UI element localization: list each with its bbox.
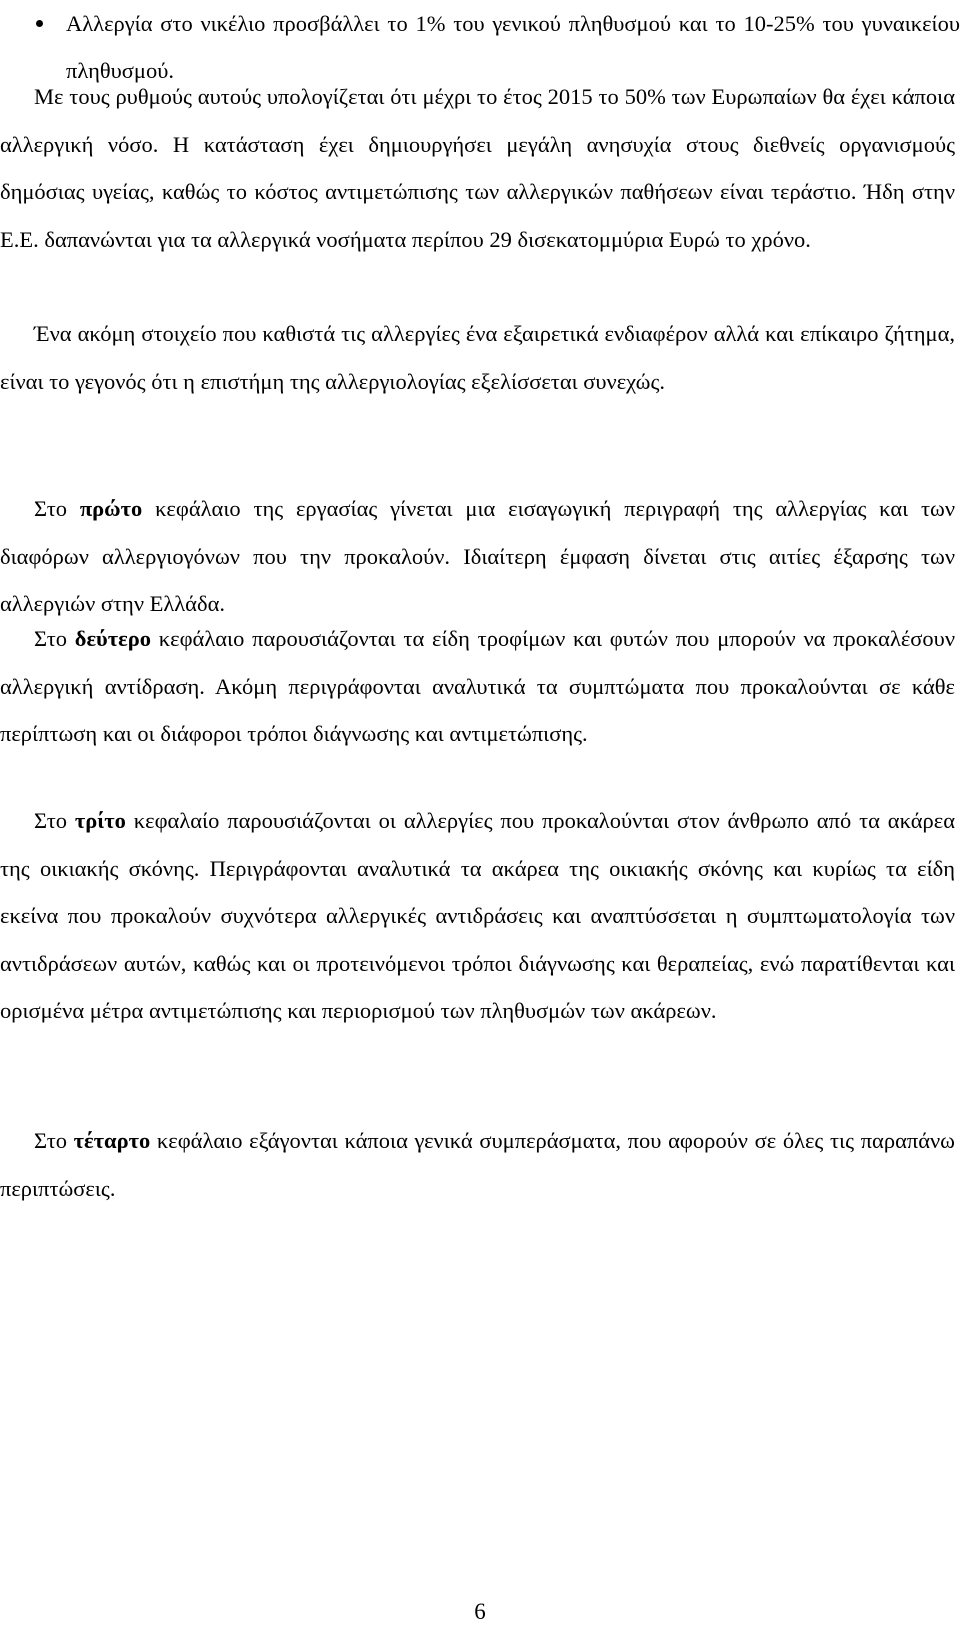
bullet-text: Αλλεργία στο νικέλιο προσβάλλει το 1% του γενικού πληθυσμού και το 10-25% του γυναικείου πληθυσμού. bbox=[66, 11, 960, 83]
chapter-3-emphasis: τρίτο bbox=[74, 808, 126, 833]
bullet-dot-icon bbox=[36, 20, 43, 27]
paragraph-chapter-4: Στο τέταρτο κεφάλαιο εξάγονται κάποια γενικά συμπεράσματα, που αφορούν σε όλες τις παραπάνω περιπτώσεις. bbox=[0, 1128, 955, 1201]
paragraph-chapter-3: Στο τρίτο κεφαλαίο παρουσιάζονται οι αλλεργίες που προκαλούνται στον άνθρωπο από τα ακάρεα της οικιακής σκόνης. Περιγράφονται αναλυτικά τα ακάρεα της οικιακής σκόνης και κυρίως τα είδη εκείνα που προκαλούν συχνότερα αλλεργικές αντιδράσεις και αναπτύσσεται η συμπτωματολογία των αντιδράσεων αυτών, καθώς και οι προτεινόμενοι τρόποι διάγνωσης και θεραπείας, ενώ παρατίθενται και ορισμένα μέτρα αντιμετώπισης και περιορισμού των πληθυσμών των ακάρεων. bbox=[0, 808, 955, 1023]
paragraph-science: Ένα ακόμη στοιχείο που καθιστά τις αλλεργίες ένα εξαιρετικά ενδιαφέρον αλλά και επίκαιρο ζήτημα, είναι το γεγονός ότι η επιστήμη της αλλεργιολογίας εξελίσσεται συνεχώς. bbox=[0, 321, 955, 394]
paragraph-chapter-2: Στο δεύτερο κεφάλαιο παρουσιάζονται τα είδη τροφίμων και φυτών που μπορούν να προκαλέσουν αλλεργική αντίδραση. Ακόμη περιγράφονται αναλυτικά τα συμπτώματα που προκαλούνται σε κάθε περίπτωση και οι διάφοροι τρόποι διάγνωσης και αντιμετώπισης. bbox=[0, 626, 955, 746]
page-number: 6 bbox=[474, 1599, 486, 1624]
paragraph-statistics: Με τους ρυθμούς αυτούς υπολογίζεται ότι μέχρι το έτος 2015 το 50% των Ευρωπαίων θα έχει κάποια αλλεργική νόσο. Η κατάσταση έχει δημιουργήσει μεγάλη ανησυχία στους διεθνείς οργανισμούς δημόσιας υγείας, καθώς το κόστος αντιμετώπισης των αλλεργικών παθήσεων είναι τεράστιο. Ήδη στην Ε.Ε. δαπανώνται για τα αλλεργικά νοσήματα περίπου 29 δισεκατομμύρια Ευρώ το χρόνο. bbox=[0, 84, 955, 252]
chapter-4-emphasis: τέταρτο bbox=[73, 1128, 151, 1153]
chapter-1-emphasis: πρώτο bbox=[79, 496, 143, 521]
paragraph-chapter-1: Στο πρώτο κεφάλαιο της εργασίας γίνεται μια εισαγωγική περιγραφή της αλλεργίας και των διαφόρων αλλεργιογόνων που την προκαλούν. Ιδιαίτερη έμφαση δίνεται στις αιτίες έξαρσης των αλλεργιών στην Ελλάδα. bbox=[0, 496, 956, 616]
chapter-2-emphasis: δεύτερο bbox=[74, 626, 152, 651]
